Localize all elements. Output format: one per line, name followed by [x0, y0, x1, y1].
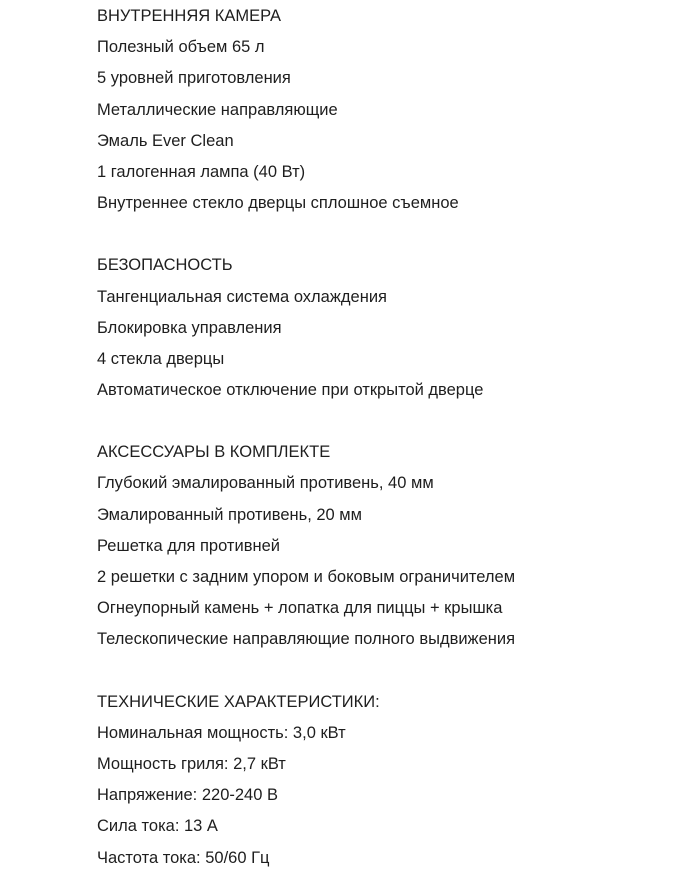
spec-item: 5 уровней приготовления [97, 69, 291, 88]
spec-item: Металлические направляющие [97, 100, 338, 119]
section-heading: БЕЗОПАСНОСТЬ [97, 256, 233, 275]
spec-item: Глубокий эмалированный противень, 40 мм [97, 474, 434, 493]
spec-list [97, 722, 677, 878]
spec-item: Автоматическое отключение при открытой дверце [97, 381, 484, 400]
spec-item: 2 решетки с задним упором и боковым ограничителем [97, 568, 516, 586]
spec-list [97, 36, 677, 223]
spec-item: 1 галогенная лампа (40 Вт) [97, 162, 306, 181]
spec-item: Внутреннее стекло дверцы сплошное съемное [97, 194, 459, 213]
spec-item: Огнеупорный камень + лопатка для пиццы + крышка [97, 599, 503, 618]
spec-list [97, 286, 677, 411]
spec-item: Номинальная мощность: 3,0 кВт [97, 723, 346, 742]
spec-item: Тангенциальная система охлаждения [97, 287, 387, 306]
spec-item: Сила тока: 13 А [97, 817, 218, 836]
section-heading: ВНУТРЕННЯЯ КАМЕРА [97, 7, 282, 25]
spec-item: Решетка для противней [97, 536, 280, 555]
section-heading: ТЕХНИЧЕСКИЕ ХАРАКТЕРИСТИКИ: [97, 692, 380, 711]
spec-item: Частота тока: 50/60 Гц [97, 848, 270, 867]
spec-item: Мощность гриля: 2,7 кВт [97, 754, 286, 773]
spec-item: Телескопические направляющие полного выдвижения [97, 630, 516, 649]
spec-item: Блокировка управления [97, 318, 282, 337]
section-accessories [97, 441, 677, 659]
section-technical-specs [97, 691, 677, 878]
spec-item: Эмалированный противень, 20 мм [97, 505, 362, 524]
spec-list [97, 472, 677, 659]
section-heading: АКСЕССУАРЫ В КОМПЛЕКТЕ [97, 443, 331, 462]
spec-item: Эмаль Ever Clean [97, 131, 234, 150]
spec-item: 4 стекла дверцы [97, 349, 225, 368]
spec-item: Полезный объем 65 л [97, 38, 265, 57]
section-inner-chamber [97, 5, 677, 223]
spec-document [97, 5, 677, 878]
spec-item: Напряжение: 220-240 В [97, 786, 278, 805]
section-safety [97, 254, 677, 410]
